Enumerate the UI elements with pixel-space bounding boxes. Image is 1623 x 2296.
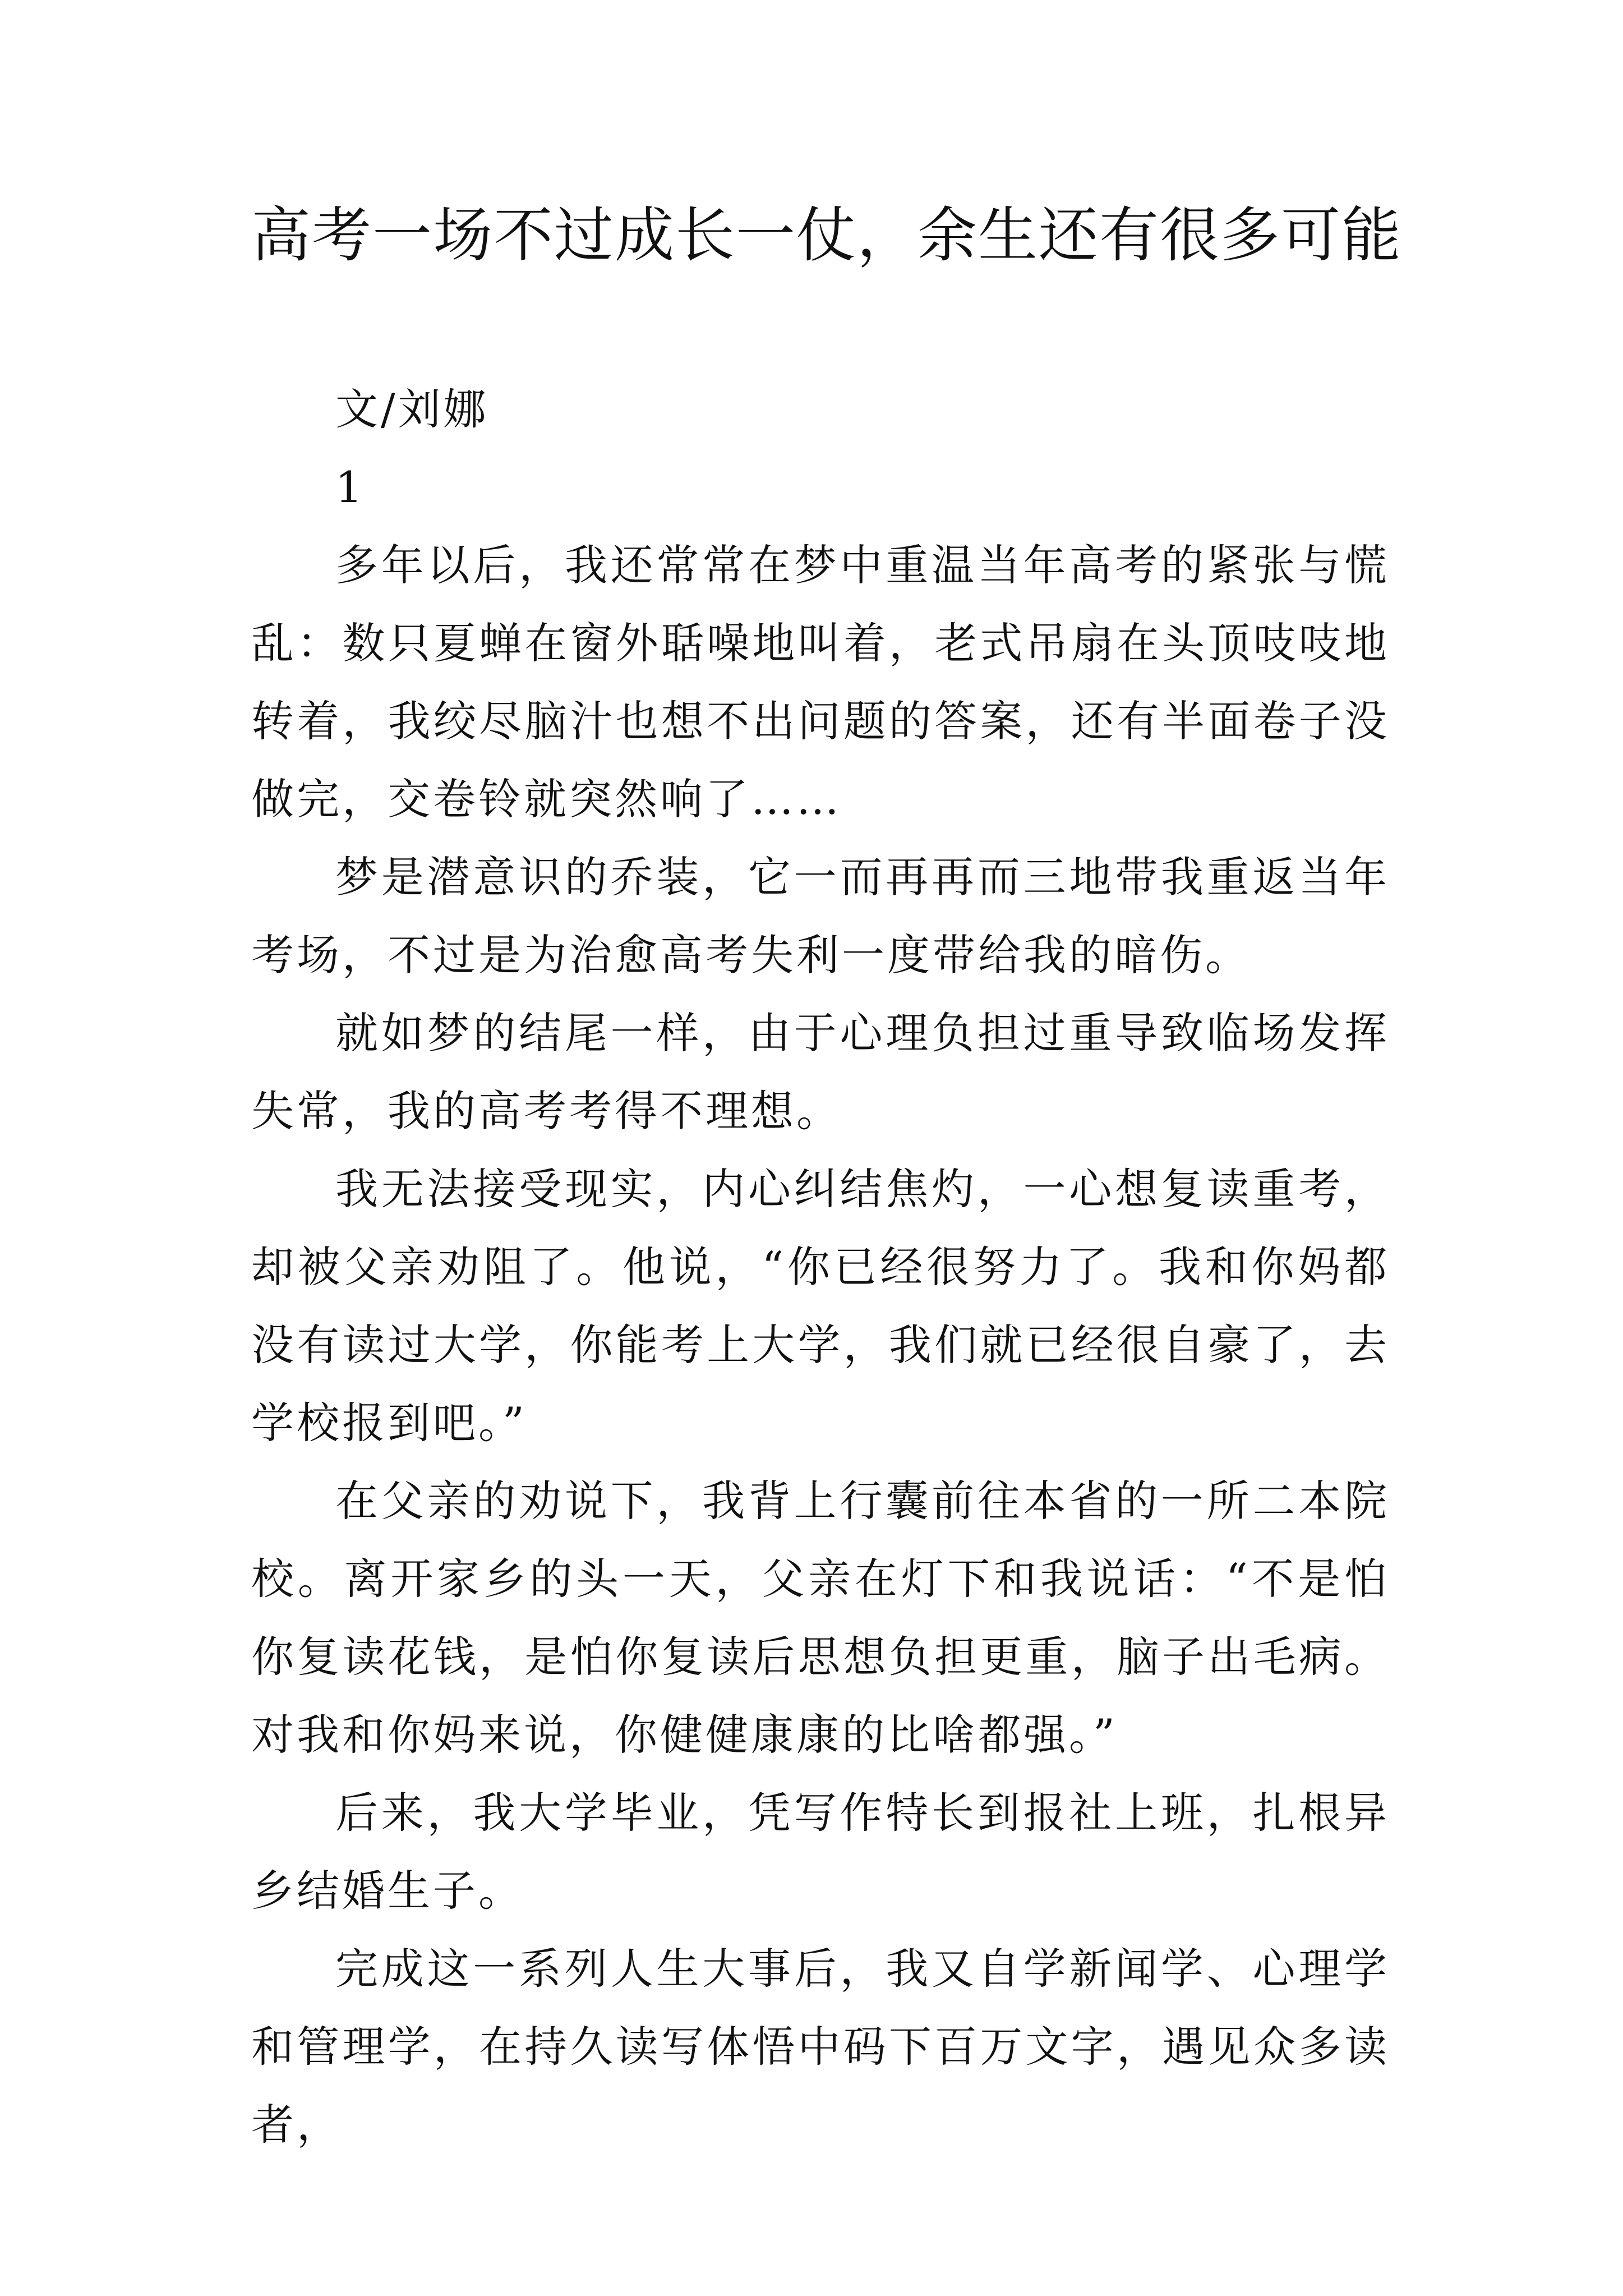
document-title: 高考一场不过成长一仗，余生还有很多可能 bbox=[251, 201, 1402, 270]
author-line: 文/刘娜 bbox=[335, 384, 489, 434]
paragraph: 我无法接受现实，内心纠结焦灼，一心想复读重考，却被父亲劝阻了。他说，“你已经很努力了。我和你妈都没有读过大学，你能考上大学，我们就已经很自豪了，去学校报到吧。” bbox=[251, 1164, 1390, 1448]
paragraph: 后来，我大学毕业，凭写作特长到报社上班，扎根异乡结婚生子。 bbox=[251, 1788, 1390, 1916]
section-number: 1 bbox=[335, 462, 366, 512]
paragraph: 就如梦的结尾一样，由于心理负担过重导致临场发挥失常，我的高考考得不理想。 bbox=[251, 1008, 1390, 1136]
paragraph: 在父亲的劝说下，我背上行囊前往本省的一所二本院校。离开家乡的头一天，父亲在灯下和我说话：“不是怕你复读花钱，是怕你复读后思想负担更重，脑子出毛病。对我和你妈来说，你健健康康的比啥都强。” bbox=[251, 1476, 1390, 1760]
paragraph: 完成这一系列人生大事后，我又自学新闻学、心理学和管理学，在持久读写体悟中码下百万文字，遇见众多读者， bbox=[251, 1944, 1390, 2150]
document-body bbox=[251, 370, 1390, 2164]
paragraph: 梦是潜意识的乔装，它一而再再而三地带我重返当年考场，不过是为治愈高考失利一度带给我的暗伤。 bbox=[251, 852, 1390, 980]
paragraph: 多年以后，我还常常在梦中重温当年高考的紧张与慌乱：数只夏蝉在窗外聒噪地叫着，老式吊扇在头顶吱吱地转着，我绞尽脑汁也想不出问题的答案，还有半面卷子没做完，交卷铃就突然响了…… bbox=[251, 540, 1390, 824]
